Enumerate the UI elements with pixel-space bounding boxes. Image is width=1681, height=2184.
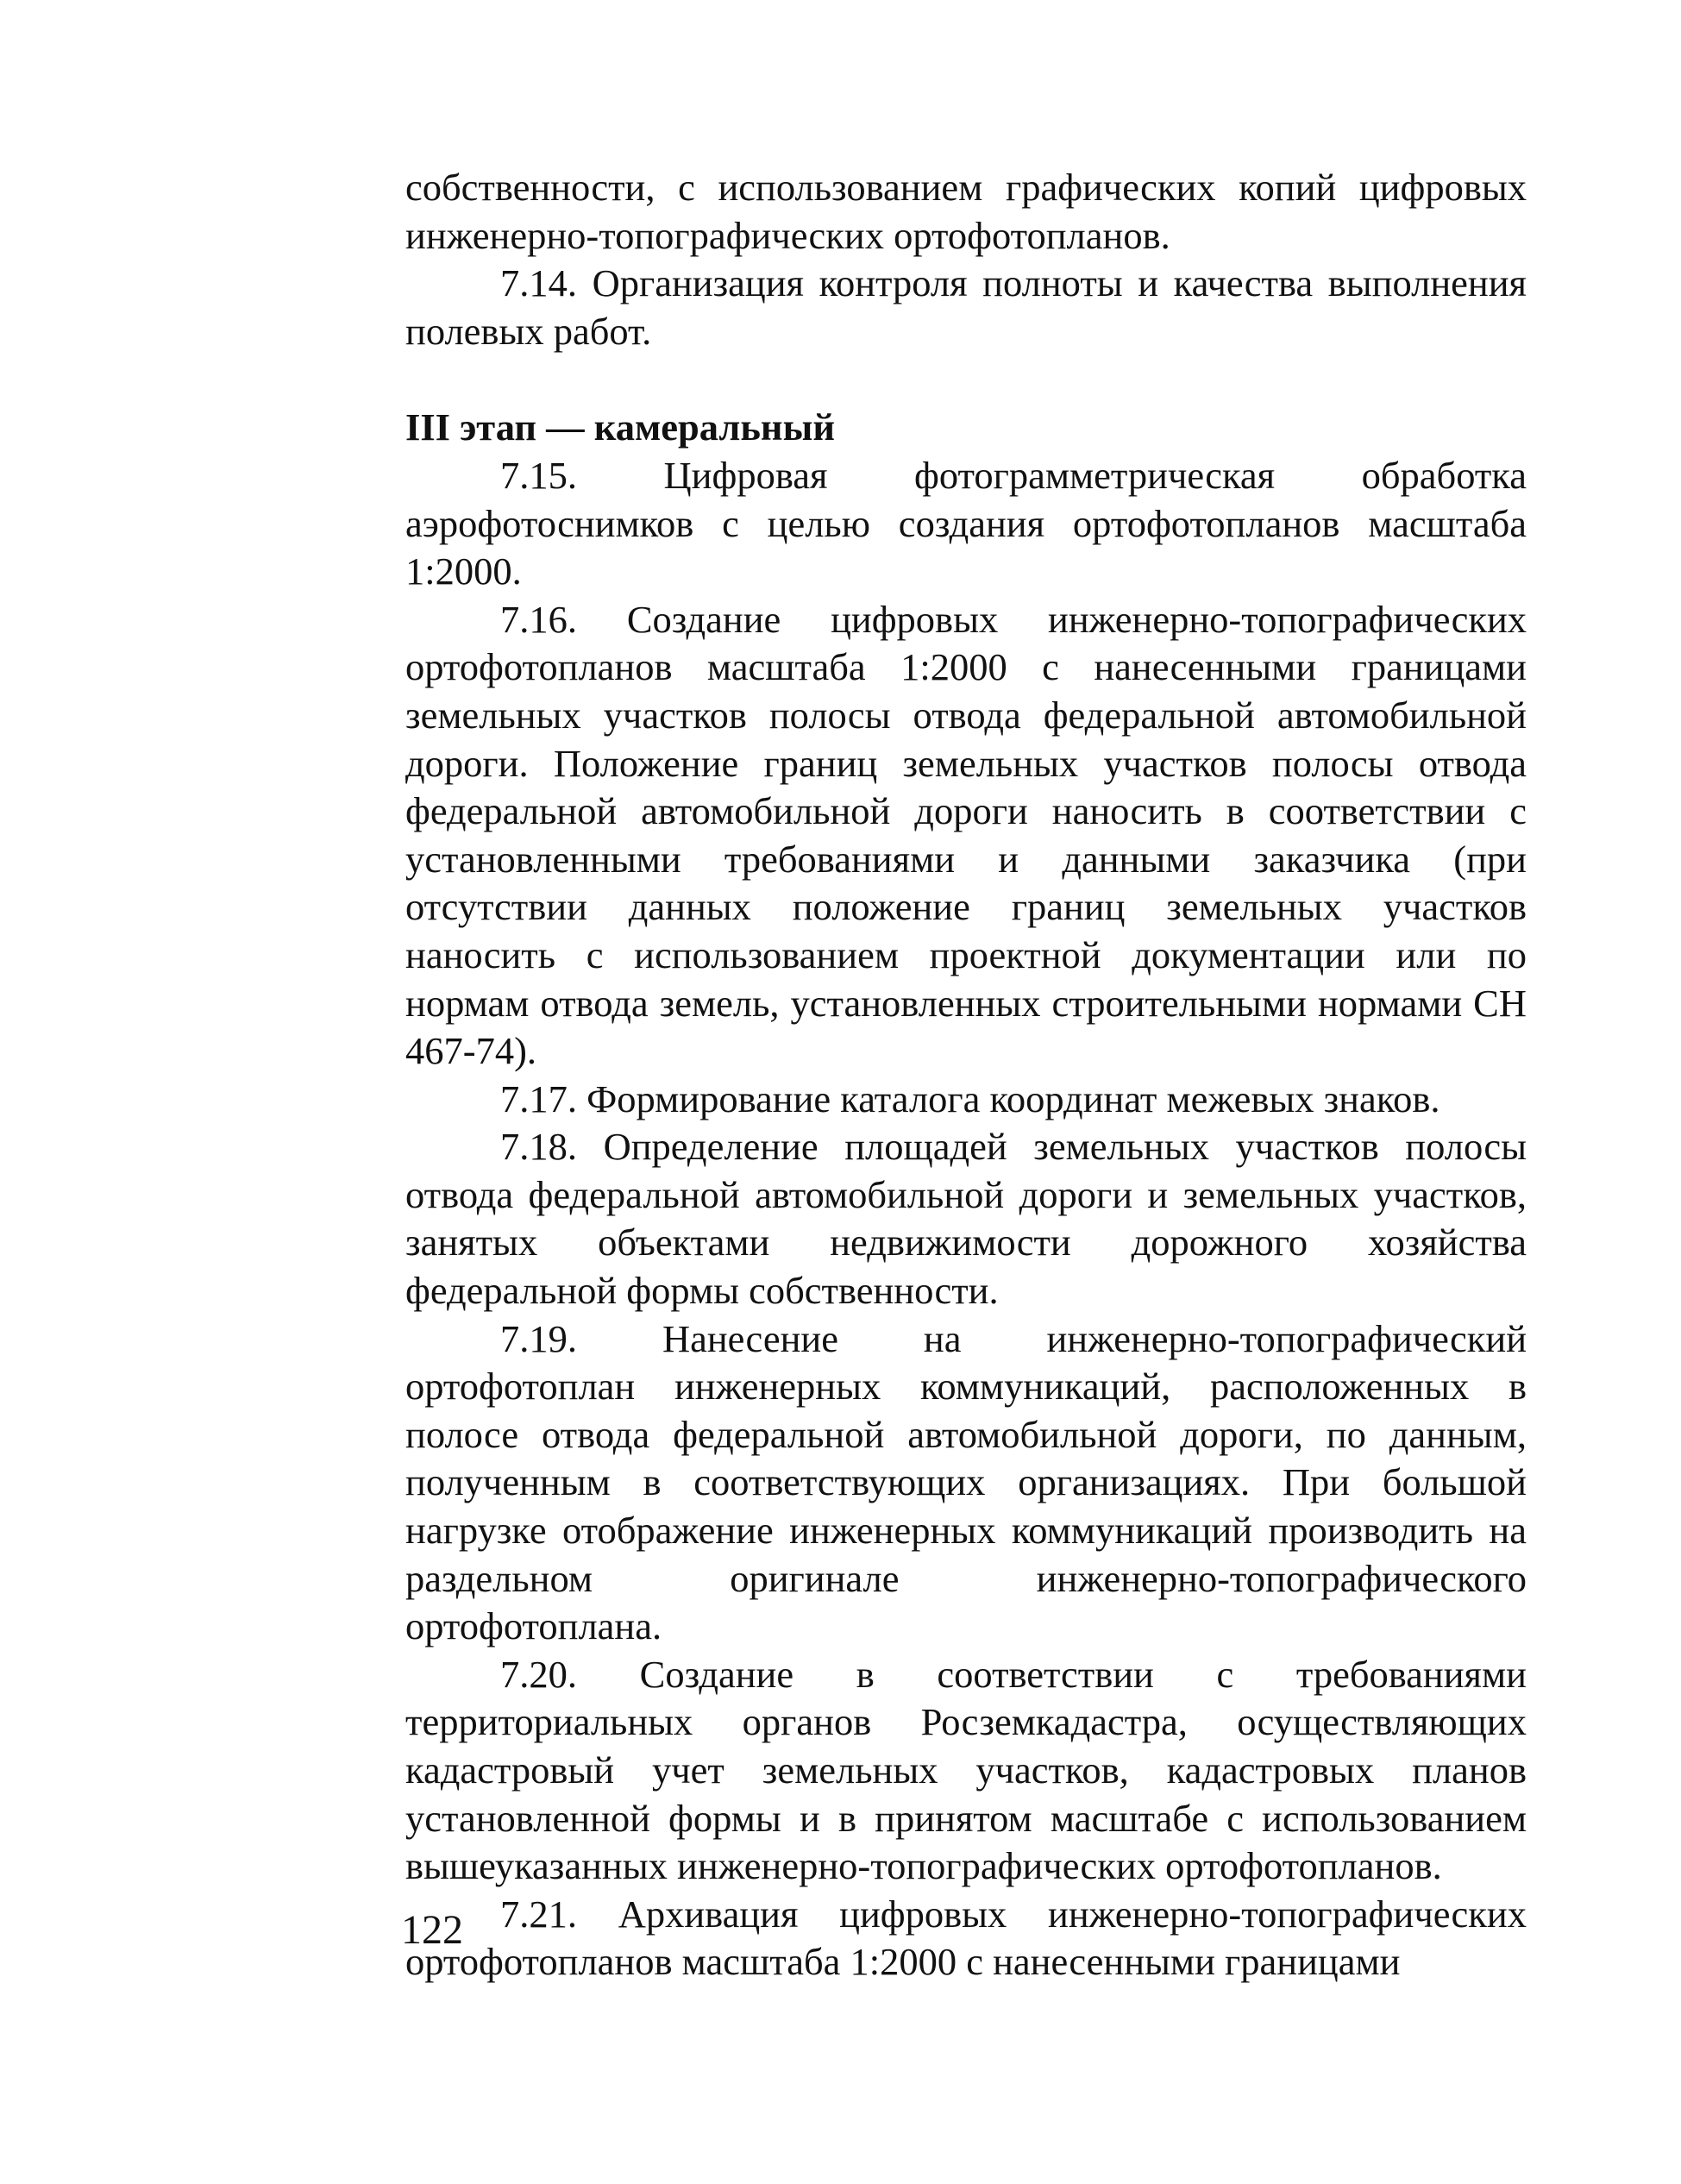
paragraph-number: 7.14.: [500, 261, 577, 305]
paragraph-number: 7.16.: [500, 597, 577, 641]
paragraph-text: собственности, с использованием графических копий цифровых инженерно-топографических ортофотопланов.: [405, 166, 1527, 257]
stage-heading: III этап — камеральный: [405, 405, 835, 449]
paragraph-text: Определение площадей земельных участков полосы отвода федеральной автомобильной дороги и земельных участков, занятых объектами недвижимости дорожного хозяйства федеральной формы собственности.: [405, 1125, 1527, 1313]
paragraph-7-17: [405, 1076, 1527, 1124]
page-number: 122: [401, 1907, 463, 1953]
paragraph-number: 7.21.: [500, 1892, 577, 1936]
paragraph-7-21: [405, 1891, 1527, 1986]
paragraph-text: Создание цифровых инженерно-топографических ортофотопланов масштаба 1:2000 с нанесенными границами земельных участков полосы отвода федеральной автомобильной дороги. Положение границ земельных участков полосы отвода федеральной автомобильной дороги наносить в соответствии с установленными требованиями и данными заказчика (при отсутствии данных положение границ земельных участков наносить с использованием проектной документации или по нормам отвода земель, установленных строительными нормами СН 467-74).: [405, 597, 1527, 1073]
paragraph-text: Организация контроля полноты и качества выполнения полевых работ.: [405, 261, 1527, 353]
paragraph-7-16: [405, 596, 1527, 1076]
paragraph-7-15: [405, 452, 1527, 596]
paragraph-text: Архивация цифровых инженерно-топографических ортофотопланов масштаба 1:2000 с нанесенными границами: [405, 1892, 1527, 1984]
paragraph-7-19: [405, 1315, 1527, 1651]
paragraph-text: Формирование каталога координат межевых знаков.: [586, 1076, 1440, 1120]
paragraph-number: 7.18.: [500, 1125, 577, 1169]
paragraph-number: 7.20.: [500, 1652, 577, 1696]
paragraph-7-18: [405, 1123, 1527, 1315]
paragraph-continuation: [405, 164, 1527, 260]
paragraph-number: 7.15.: [500, 453, 577, 497]
paragraph-text: Создание в соответствии с требованиями территориальных органов Росземкадастра, осуществляющих кадастровый учет земельных участков, кадастровых планов установленной формы и в принятом масштабе с использованием вышеуказанных инженерно-топографических ортофотопланов.: [405, 1652, 1527, 1888]
body-text: [405, 164, 1527, 1986]
paragraph-text: Нанесение на инженерно-топографический ортофотоплан инженерных коммуникаций, расположенных в полосе отвода федеральной автомобильной дороги, по данным, полученным в соответствующих организациях. При большой нагрузке отображение инженерных коммуникаций производить на раздельном оригинале инженерно-топографического ортофотоплана.: [405, 1316, 1527, 1648]
paragraph-number: 7.19.: [500, 1316, 577, 1360]
paragraph-number: 7.17.: [500, 1076, 577, 1120]
paragraph-7-14: [405, 260, 1527, 355]
paragraph-text: Цифровая фотограмметрическая обработка аэрофотоснимков с целью создания ортофотопланов масштаба 1:2000.: [405, 453, 1527, 593]
paragraph-7-20: [405, 1651, 1527, 1891]
section-spacer: [405, 355, 1527, 404]
